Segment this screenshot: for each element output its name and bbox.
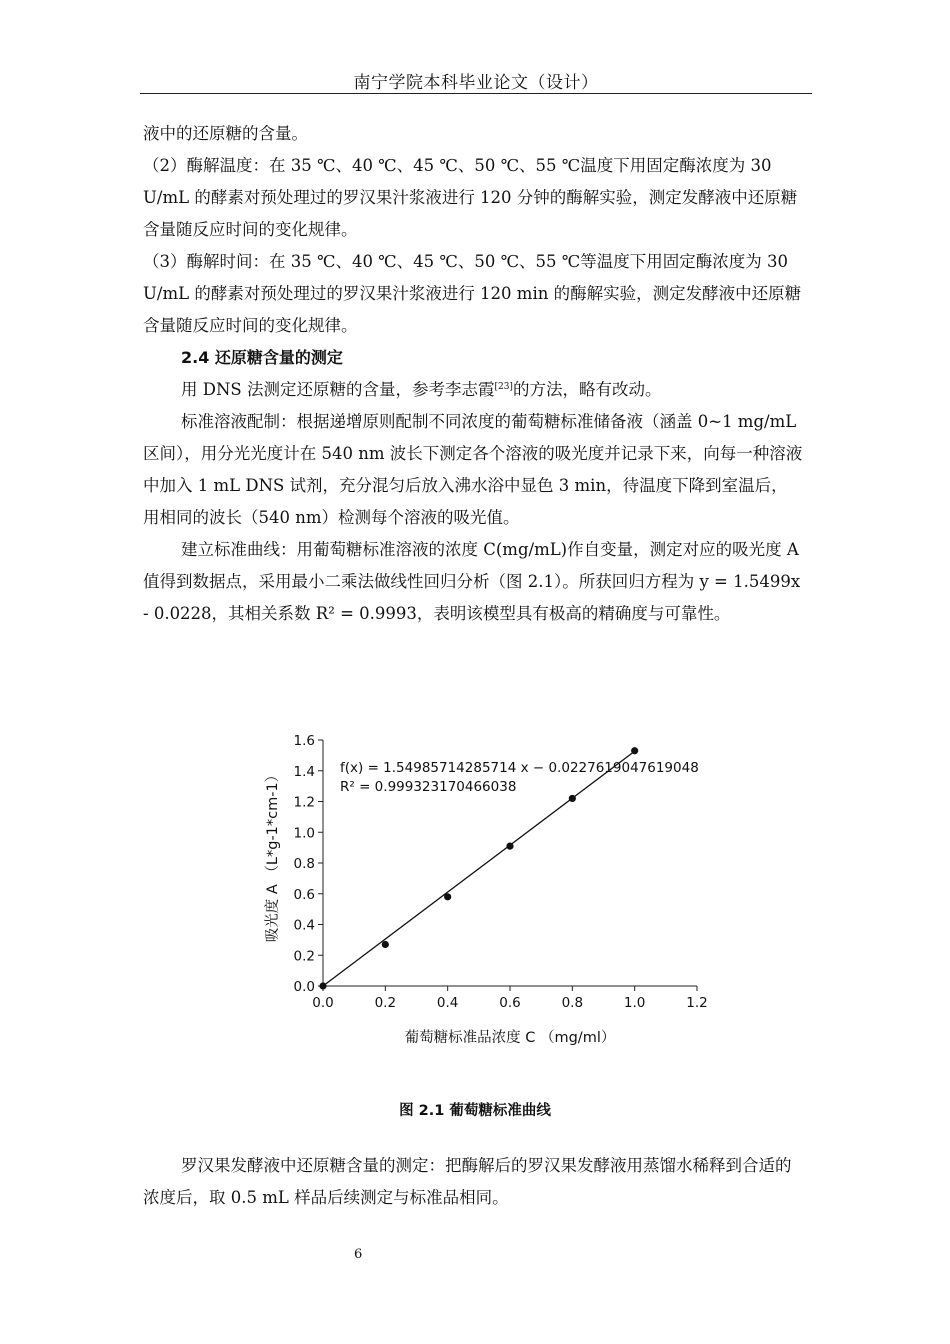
dns-text-a: 用 DNS 法测定还原糖的含量，参考李志霞 [181,380,495,399]
data-point [319,982,326,989]
y-tick-label: 0.4 [293,917,315,934]
x-tick-label: 1.0 [623,995,646,1011]
x-tick-label: 0.4 [436,995,459,1011]
paragraph-continuation: 液中的还原糖的含量。 [143,124,308,143]
citation-ref: [23] [494,382,513,392]
page-header: 南宁学院本科毕业论文（设计） [353,73,599,93]
y-tick-label: 1.0 [293,825,315,842]
x-axis-label: 葡萄糖标准品浓度 C （mg/ml） [404,1030,616,1046]
figure-caption: 图 2.1 葡萄糖标准曲线 [399,1103,551,1119]
page-number: 6 [354,1247,363,1262]
data-point [569,795,576,802]
x-tick-label: 0.6 [499,995,521,1011]
data-point [631,747,638,754]
section-heading: 2.4 还原糖含量的测定 [181,348,343,367]
data-point [444,893,451,900]
y-tick-label: 1.2 [293,794,315,811]
paragraph-sample-measure: 罗汉果发酵液中还原糖含量的测定：把酶解后的罗汉果发酵液用蒸馏水稀释到合适的浓度后，取 0.5 mL 样品后续测定与标准品相同。 [143,1156,792,1207]
body-text [143,118,803,630]
x-tick-label: 0.8 [561,995,584,1011]
paragraph-enzyme-time: （3）酶解时间：在 35 ℃、40 ℃、45 ℃、50 ℃、55 ℃等温度下用固定酶浓度为 30 U/mL 的酵素对预处理过的罗汉果汁浆液进行 120 min 的酶解实验，测定发酵液中还原糖含量随反应时间的变化规律。 [143,252,802,335]
y-tick-label: 0.6 [293,886,315,903]
x-tick-label: 0.0 [312,995,334,1011]
y-tick-label: 1.4 [293,763,315,780]
paragraph-standard-curve: 建立标准曲线：用葡萄糖标准溶液的浓度 C(mg/mL)作自变量，测定对应的吸光度 A 值得到数据点，采用最小二乘法做线性回归分析（图 2.1）。所获回归方程为 y = 1.5499x - 0.0228，其相关系数 R² = 0.9993，表明该模型具有极高的精确度与可靠性。 [143,540,801,623]
r2-label: R² = 0.999323170466038 [340,779,517,795]
y-axis-label: 吸光度 A （L*g-1*cm-1） [265,767,281,943]
chart-axes [323,740,697,986]
y-tick-label: 0.8 [293,856,315,872]
dns-text-b: 的方法，略有改动。 [512,380,662,399]
data-point [506,842,513,849]
y-tick-label: 1.6 [293,733,315,749]
equation-label: f(x) = 1.54985714285714 x − 0.0227619047619048 [340,760,699,776]
paragraph-standard-solution: 标准溶液配制：根据递增原则配制不同浓度的葡萄糖标准储备液（涵盖 0~1 mg/mL 区间），用分光光度计在 540 nm 波长下测定各个溶液的吸光度并记录下来，向每一种溶液中加入 1 mL DNS 试剂，充分混匀后放入沸水浴中显色 3 min，待温度下降到室温后，用相同的波长（540 nm）检测每个溶液的吸光值。 [143,412,803,527]
x-tick-label: 0.2 [374,995,397,1011]
header-rule [140,93,812,94]
standard-curve-chart [250,725,720,1085]
data-point [382,941,389,948]
y-tick-label: 0.0 [293,979,315,995]
closing-text [143,1150,803,1214]
y-tick-label: 0.2 [293,948,315,965]
paragraph-enzyme-temperature: （2）酶解温度：在 35 ℃、40 ℃、45 ℃、50 ℃、55 ℃温度下用固定酶浓度为 30 U/mL 的酵素对预处理过的罗汉果汁浆液进行 120 分钟的酶解实验，测定发酵液中还原糖含量随反应时间的变化规律。 [143,156,798,239]
x-tick-label: 1.2 [686,995,708,1011]
paragraph-dns-method [143,374,803,406]
